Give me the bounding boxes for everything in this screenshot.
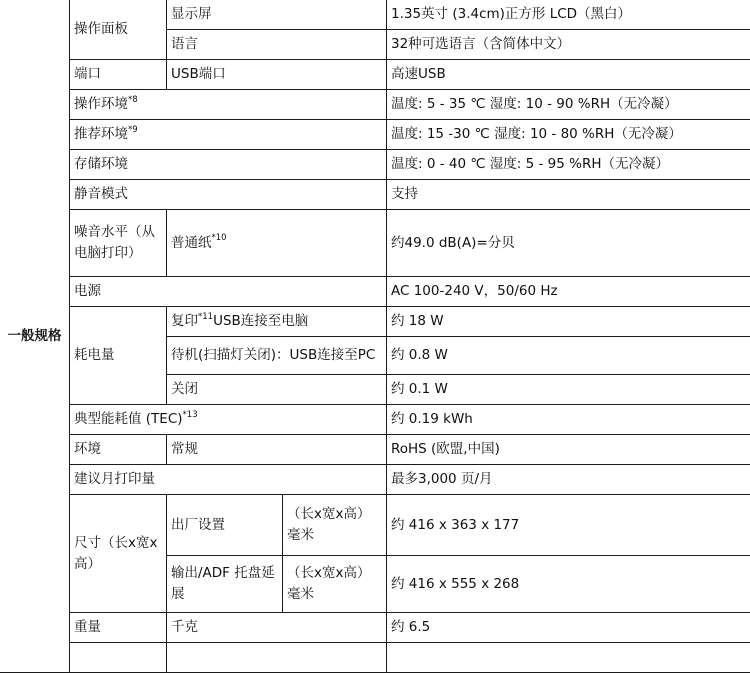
- label-text: 操作环境: [74, 96, 128, 112]
- value-recommended-env: 温度: 15 -30 ℃ 湿度: 10 - 80 %RH（无冷凝）: [387, 120, 750, 150]
- footnote-mark: *9: [128, 125, 138, 135]
- label-text: 普通纸: [171, 235, 212, 251]
- value-tec: 约 0.19 kWh: [387, 405, 750, 435]
- table-row: [0, 465, 750, 495]
- value-quiet-mode: 支持: [387, 180, 750, 210]
- unit-extended: （长x宽x高）毫米: [283, 556, 387, 613]
- sub-label-standby: 待机(扫描灯关闭)：USB连接至PC: [167, 337, 387, 375]
- sub-label-extended: 输出/ADF 托盘延展: [167, 556, 283, 613]
- category-label: 一般规格: [0, 0, 70, 673]
- row-label-recommended-env: [70, 120, 387, 150]
- value-off: 约 0.1 W: [387, 375, 750, 405]
- sub-label-off: 关闭: [167, 375, 387, 405]
- label-text: 典型能耗值 (TEC): [74, 411, 183, 427]
- row-label-consumption: 耗电量: [70, 307, 167, 405]
- table-row: [0, 277, 750, 307]
- value-factory: 约 416 x 363 x 177: [387, 495, 750, 556]
- table-row: [0, 643, 750, 673]
- footnote-mark: *11: [198, 312, 213, 322]
- label-text: 复印: [171, 313, 198, 329]
- label-text: 推荐环境: [74, 126, 128, 142]
- value-weight: 约 6.5: [387, 613, 750, 643]
- table-row: [0, 0, 750, 30]
- row-label-port: 端口: [70, 60, 167, 90]
- footnote-mark: *8: [128, 95, 138, 105]
- table-row: [0, 307, 750, 337]
- table-row: [0, 180, 750, 210]
- value-monthly: 最多3,000 页/月: [387, 465, 750, 495]
- table-row: [0, 120, 750, 150]
- row-label-power: 电源: [70, 277, 387, 307]
- sub-label-language: 语言: [167, 30, 387, 60]
- unit-factory: （长x宽x高）毫米: [283, 495, 387, 556]
- row-label-quiet-mode: 静音模式: [70, 180, 387, 210]
- empty-cell: [70, 643, 167, 673]
- value-noise: 约49.0 dB(A)=分贝: [387, 210, 750, 277]
- value-power: AC 100-240 V，50/60 Hz: [387, 277, 750, 307]
- value-environment: RoHS (欧盟,中国): [387, 435, 750, 465]
- empty-cell: [167, 643, 387, 673]
- label-text: USB连接至电脑: [213, 313, 308, 329]
- row-label-storage-env: 存储环境: [70, 150, 387, 180]
- sub-label-factory: 出厂设置: [167, 495, 283, 556]
- value-storage-env: 温度: 0 - 40 ℃ 湿度: 5 - 95 %RH（无冷凝）: [387, 150, 750, 180]
- value-extended: 约 416 x 555 x 268: [387, 556, 750, 613]
- table-row: [0, 150, 750, 180]
- sub-label-environment: 常规: [167, 435, 387, 465]
- footnote-mark: *13: [183, 410, 198, 420]
- value-standby: 约 0.8 W: [387, 337, 750, 375]
- table-row: [0, 210, 750, 277]
- value-port: 高速USB: [387, 60, 750, 90]
- empty-cell: [387, 643, 750, 673]
- row-label-panel: 操作面板: [70, 0, 167, 60]
- value-operating-env: 温度: 5 - 35 ℃ 湿度: 10 - 90 %RH（无冷凝）: [387, 90, 750, 120]
- row-label-environment: 环境: [70, 435, 167, 465]
- sub-label-port: USB端口: [167, 60, 387, 90]
- table-row: [0, 495, 750, 556]
- row-label-monthly: 建议月打印量: [70, 465, 387, 495]
- sub-label-copy: [167, 307, 387, 337]
- table-row: [0, 60, 750, 90]
- row-label-weight: 重量: [70, 613, 167, 643]
- value-copy: 约 18 W: [387, 307, 750, 337]
- row-label-tec: [70, 405, 387, 435]
- table-row: [0, 90, 750, 120]
- row-label-noise: 噪音水平（从电脑打印）: [70, 210, 167, 277]
- footnote-mark: *10: [212, 233, 227, 243]
- table-row: [0, 405, 750, 435]
- sub-label-noise: [167, 210, 387, 277]
- table-row: [0, 435, 750, 465]
- sub-label-display: 显示屏: [167, 0, 387, 30]
- row-label-operating-env: [70, 90, 387, 120]
- table-row: [0, 613, 750, 643]
- value-display: 1.35英寸 (3.4cm)正方形 LCD（黑白）: [387, 0, 750, 30]
- sub-label-weight: 千克: [167, 613, 387, 643]
- value-language: 32种可选语言（含简体中文）: [387, 30, 750, 60]
- row-label-dimensions: 尺寸（长x宽x高）: [70, 495, 167, 613]
